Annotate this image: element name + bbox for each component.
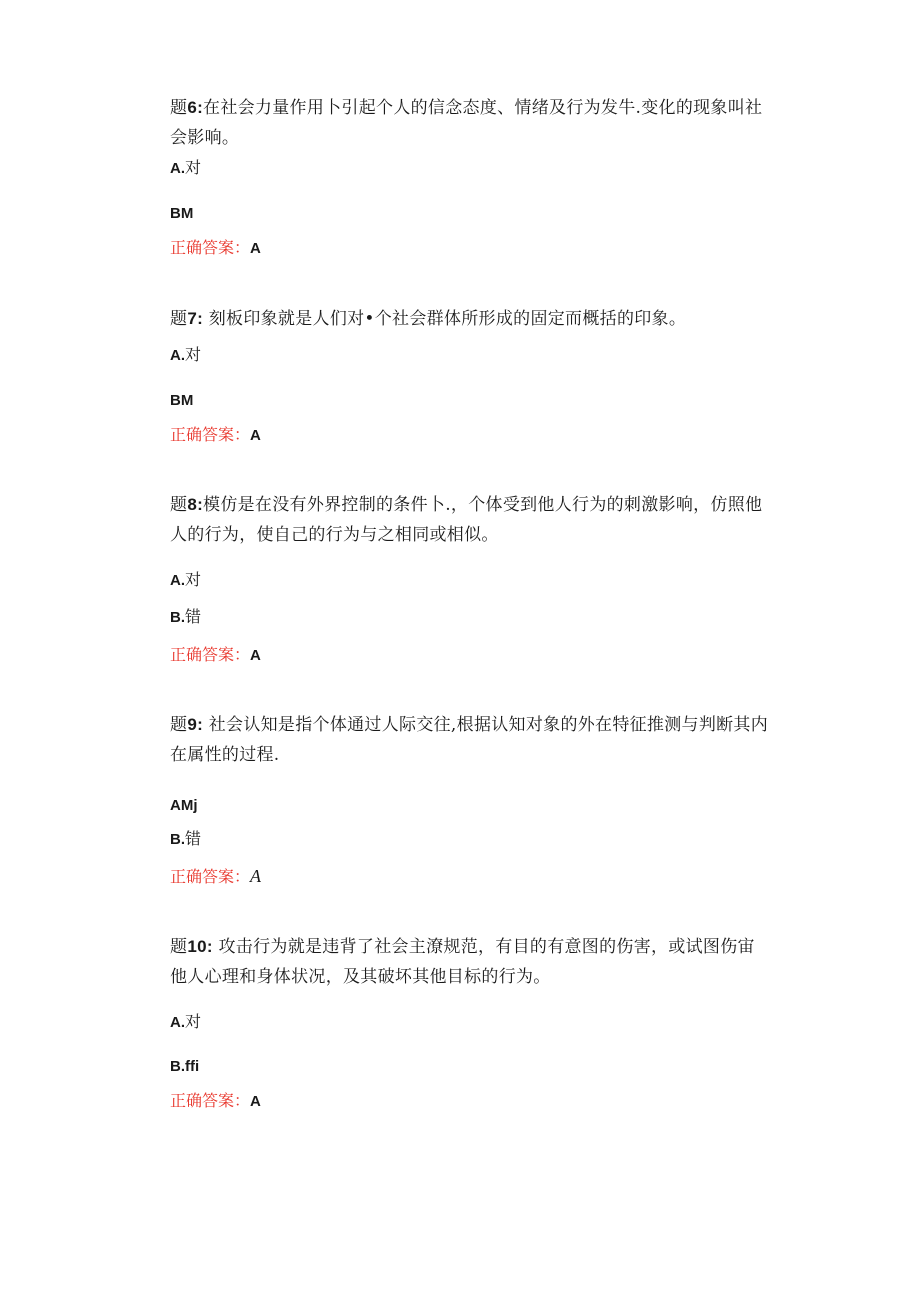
question-6-option-b <box>170 203 193 224</box>
question-8-option-b <box>170 607 201 628</box>
question-text: 在社会力量作用卜引起个人的信念态度、情绪及行为发牛.变化的现象叫社会影响。 <box>170 98 763 148</box>
question-8-option-a <box>170 570 201 591</box>
answer-label: 正确答案： <box>170 1091 251 1110</box>
answer-value: A <box>250 240 261 257</box>
option-label: AMj <box>170 797 198 814</box>
question-prefix: 题 <box>170 309 188 329</box>
option-text: 对 <box>185 158 202 177</box>
answer-value: A <box>250 427 261 444</box>
question-7-option-b <box>170 390 193 411</box>
option-text: 对 <box>185 1012 202 1031</box>
question-prefix: 题 <box>170 495 188 515</box>
question-6-option-a <box>170 158 201 179</box>
question-text: 模仿是在没有外界控制的条件卜.，个体受到他人行为的刺激影响，仿照他人的行为，使自己的行为与之相同或相似。 <box>170 495 763 545</box>
question-prefix: 题 <box>170 937 188 957</box>
question-text: 社会认知是指个体通过人际交往,根据认知对象的外在特征推测与判断其内在属性的过程. <box>170 715 769 765</box>
option-label: BM <box>170 392 194 409</box>
answer-value: A <box>250 866 262 886</box>
question-text: 攻击行为就是违背了社会主潦规范，有目的有意图的伤害，或试图伤宙他人心理和身体状况，及其破坏其他目标的行为。 <box>170 937 755 987</box>
question-9 <box>170 710 770 770</box>
option-label: B. <box>170 609 185 626</box>
option-label: A. <box>170 1014 185 1031</box>
question-number: 8: <box>187 495 204 514</box>
question-8-answer <box>170 645 261 666</box>
question-prefix: 题 <box>170 715 188 735</box>
question-10 <box>170 932 770 992</box>
answer-value: A <box>250 647 261 664</box>
option-text: 错 <box>185 607 202 626</box>
answer-label: 正确答案： <box>170 867 251 886</box>
question-text: 刻板印象就是人们对•个社会群体所形成的固定而概括的印象。 <box>203 309 687 329</box>
option-label: A. <box>170 572 185 589</box>
option-text: 对 <box>185 570 202 589</box>
question-9-option-a <box>170 795 198 816</box>
option-text: 错 <box>185 829 202 848</box>
answer-label: 正确答案： <box>170 238 251 257</box>
question-10-answer <box>170 1091 261 1112</box>
question-7 <box>170 304 770 334</box>
question-9-answer <box>170 866 261 887</box>
question-10-option-b <box>170 1056 199 1077</box>
option-label: B.ffi <box>170 1058 200 1075</box>
question-9-option-b <box>170 829 201 850</box>
option-label: BM <box>170 205 194 222</box>
question-7-answer <box>170 425 261 446</box>
option-text: 对 <box>185 345 202 364</box>
question-number: 10: <box>187 937 213 956</box>
question-6-answer <box>170 238 261 259</box>
option-label: A. <box>170 347 185 364</box>
option-label: B. <box>170 831 185 848</box>
question-7-option-a <box>170 345 201 366</box>
question-10-option-a <box>170 1012 201 1033</box>
answer-label: 正确答案： <box>170 645 251 664</box>
question-number: 7: <box>187 309 204 328</box>
answer-label: 正确答案： <box>170 425 251 444</box>
question-number: 9: <box>187 715 204 734</box>
question-prefix: 题 <box>170 98 188 118</box>
question-number: 6: <box>187 98 204 117</box>
question-8 <box>170 490 770 550</box>
option-label: A. <box>170 160 185 177</box>
answer-value: A <box>250 1093 261 1110</box>
question-6 <box>170 93 770 153</box>
